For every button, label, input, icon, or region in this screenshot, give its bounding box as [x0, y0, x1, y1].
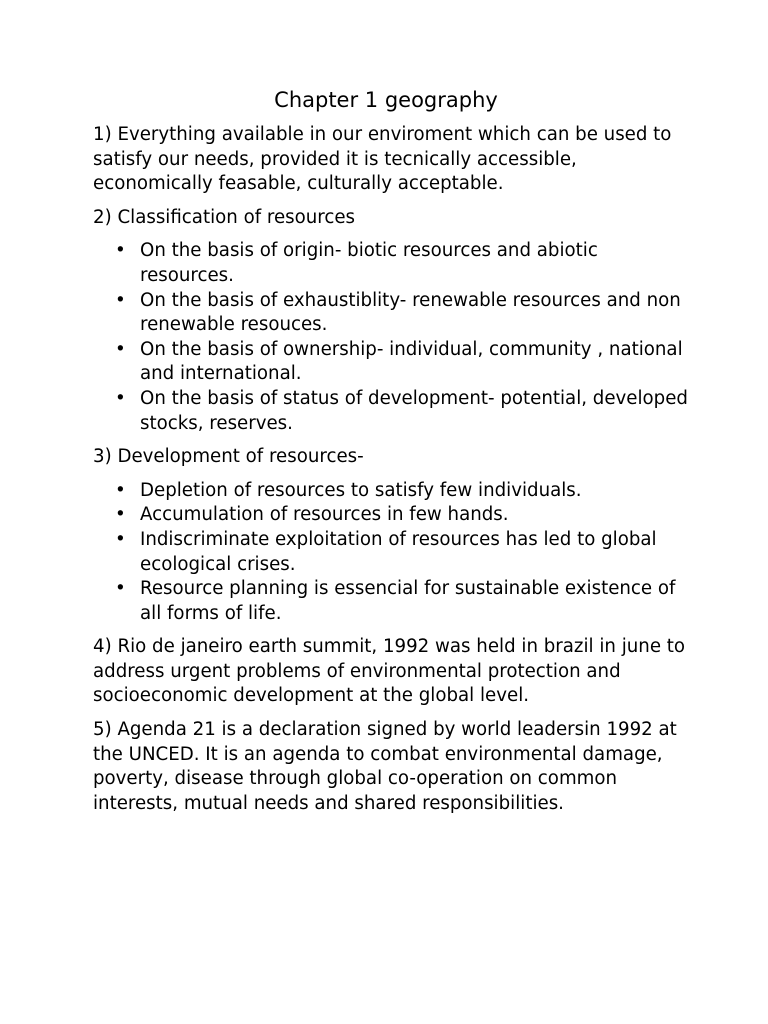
list-item	[93, 338, 693, 387]
list-item-text: On the basis of ownership- individual, community , national and international.	[140, 338, 683, 385]
bullet-icon: •	[115, 338, 126, 360]
list-item	[93, 528, 693, 577]
list-item-text: Resource planning is essencial for sustainable existence of all forms of life.	[140, 578, 676, 624]
paragraph-1: 1) Everything available in our enviroment which can be used to satisfy our needs, provided it is tecnically accessible, economically feasable, culturally acceptable.	[93, 124, 672, 195]
bullet-icon: •	[115, 387, 126, 409]
list-item-text: Depletion of resources to satisfy few individuals.	[140, 479, 582, 501]
bullet-icon: •	[115, 479, 126, 501]
bullet-icon: •	[115, 528, 126, 550]
list-item	[93, 503, 693, 528]
list-item-text: On the basis of exhaustiblity- renewable resources and non renewable resouces.	[140, 289, 681, 336]
list-item-text: Accumulation of resources in few hands.	[140, 504, 509, 526]
bullet-icon: •	[115, 578, 126, 600]
list-item	[93, 479, 693, 504]
list-item-text: On the basis of origin- biotic resources and abiotic resources.	[140, 240, 598, 286]
list-item-text: Indiscriminate exploitation of resources has led to global ecological crises.	[140, 528, 657, 575]
paragraph-4: 4) Rio de janeiro earth summit, 1992 was held in brazil in june to address urgent problems of environmental protection and socioeconomic development at the global level.	[93, 636, 686, 707]
list-item	[93, 289, 693, 338]
list-item-text: On the basis of status of development- potential, developed stocks, reserves.	[140, 387, 688, 434]
document-page	[93, 86, 693, 825]
list-item	[93, 239, 693, 288]
list-item	[93, 387, 693, 436]
paragraph-3-heading: 3) Development of resources-	[93, 446, 364, 468]
classification-list	[93, 239, 693, 436]
development-list	[93, 479, 693, 627]
document-title: Chapter 1 geography	[274, 88, 498, 112]
list-item	[93, 577, 693, 626]
bullet-icon: •	[115, 504, 126, 526]
bullet-icon: •	[115, 240, 126, 262]
bullet-icon: •	[115, 289, 126, 311]
paragraph-5: 5) Agenda 21 is a declaration signed by world leadersin 1992 at the UNCED. It is an agenda to combat environmental damage, poverty, disease through global co-operation on common interests, mutual needs and shared responsibilities.	[93, 719, 677, 814]
paragraph-2-heading: 2) Classification of resources	[93, 206, 356, 228]
